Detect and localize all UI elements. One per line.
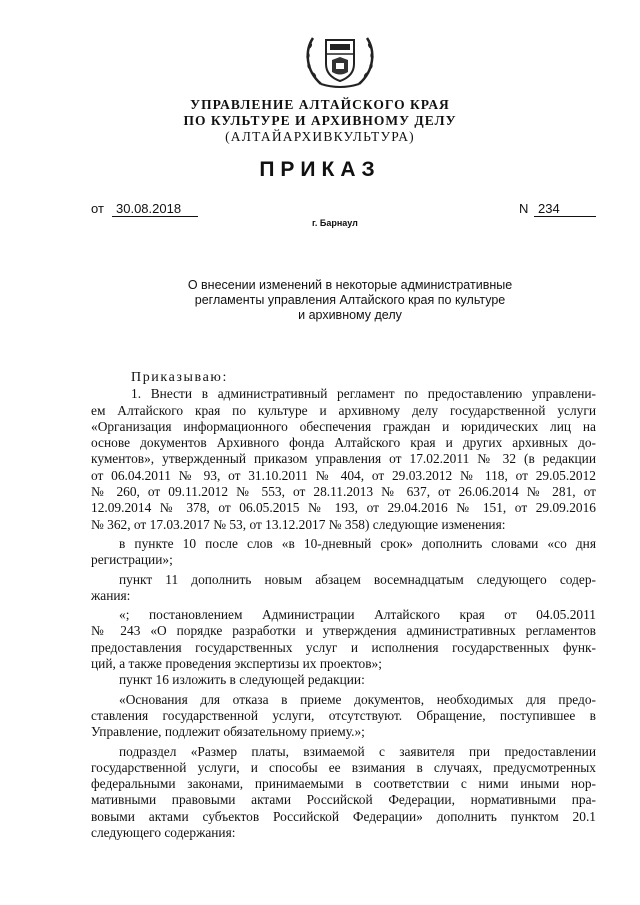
date-prefix: от <box>91 201 104 216</box>
body-line: предоставления государственных услуг и исполнения государственных функ- <box>91 639 596 655</box>
body-line: Управление, подлежит обязательному приему.»; <box>91 724 365 740</box>
body-line: 1. Внести в административный регламент по предоставлению управлени- <box>131 386 596 402</box>
body-line: в пункте 10 после слов «в 10-дневный срок» дополнить словами «со дня <box>119 535 596 551</box>
body-line: следующего содержания: <box>91 825 236 841</box>
document-subject <box>160 278 540 323</box>
body-line: жания: <box>91 587 131 603</box>
subject-line: регламенты управления Алтайского края по культуре <box>194 293 506 307</box>
body-line: ставления государственной услуги, отсутствуют. Обращение, поступившее в <box>91 707 596 723</box>
body-line: «Основания для отказа в приеме документов, необходимых для предо- <box>119 691 596 707</box>
body-line: пункт 16 изложить в следующей редакции: <box>119 672 365 688</box>
body-line: пункт 11 дополнить новым абзацем восемнадцатым следующего содер- <box>119 571 596 587</box>
coat-of-arms-icon <box>299 30 381 90</box>
body-line: основе документов Архивного фонда Алтайского края и других архивных до- <box>91 435 596 451</box>
organization-name-line-1: УПРАВЛЕНИЕ АЛТАЙСКОГО КРАЯ <box>190 97 450 112</box>
body-line: государственной услуги, и способы ее взимания в случаях, предусмотренных <box>91 759 596 775</box>
body-line: подраздел «Размер платы, взимаемой с заявителя при предоставлении <box>119 743 596 759</box>
subject-line: и архивному делу <box>298 308 402 322</box>
body-line: № 362, от 17.03.2017 № 53, от 13.12.2017 № 358) следующие изменения: <box>91 516 506 532</box>
document-title: ПРИКАЗ <box>259 158 381 181</box>
body-line: регистрации»; <box>91 552 173 568</box>
body-line: федеральными законами, принимаемыми в соответствии с ними иными нор- <box>91 776 596 792</box>
body-line: № 260, от 09.11.2012 № 553, от 28.11.2013 № 637, от 26.06.2014 № 281, от <box>91 484 596 500</box>
document-body <box>91 370 596 841</box>
subject-line: О внесении изменений в некоторые административные <box>187 278 513 292</box>
body-line: № 243 «О порядке разработки и утверждения административных регламентов <box>91 623 596 639</box>
body-line-order-word: Приказываю: <box>131 370 228 385</box>
body-line: ем Алтайского края по культуре и архивному делу государственной услуги <box>91 402 596 418</box>
body-line: кументов», утвержденный приказом управления от 17.02.2011 № 32 (в редакции <box>91 451 596 467</box>
body-line: мативными правовыми актами Российской Федерации, нормативными пра- <box>91 792 596 808</box>
organization-short-name: (АЛТАЙАРХИВКУЛЬТУРА) <box>225 129 415 144</box>
document-date: 30.08.2018 <box>112 201 198 217</box>
body-line: 12.09.2014 № 378, от 06.05.2015 № 193, от 29.04.2016 № 151, от 29.09.2016 <box>91 500 596 516</box>
body-line: вовыми актами субъектов Российской Федерации» дополнить пунктом 20.1 <box>91 808 596 824</box>
body-line: «; постановлением Администрации Алтайского края от 04.05.2011 <box>119 607 596 623</box>
organization-name-line-2: ПО КУЛЬТУРЕ И АРХИВНОМУ ДЕЛУ <box>183 113 457 128</box>
number-prefix: N <box>519 201 529 216</box>
body-line: «Организация информационного обеспечения граждан и юридических лиц на <box>91 418 596 434</box>
city-label: г. Барнаул <box>312 218 358 228</box>
body-line: ций, а также проведения экспертизы их проектов»; <box>91 656 382 672</box>
document-number: 234 <box>534 201 596 217</box>
body-line: от 06.04.2011 № 93, от 31.10.2011 № 404, от 29.03.2012 № 118, от 29.05.2012 <box>91 467 596 483</box>
